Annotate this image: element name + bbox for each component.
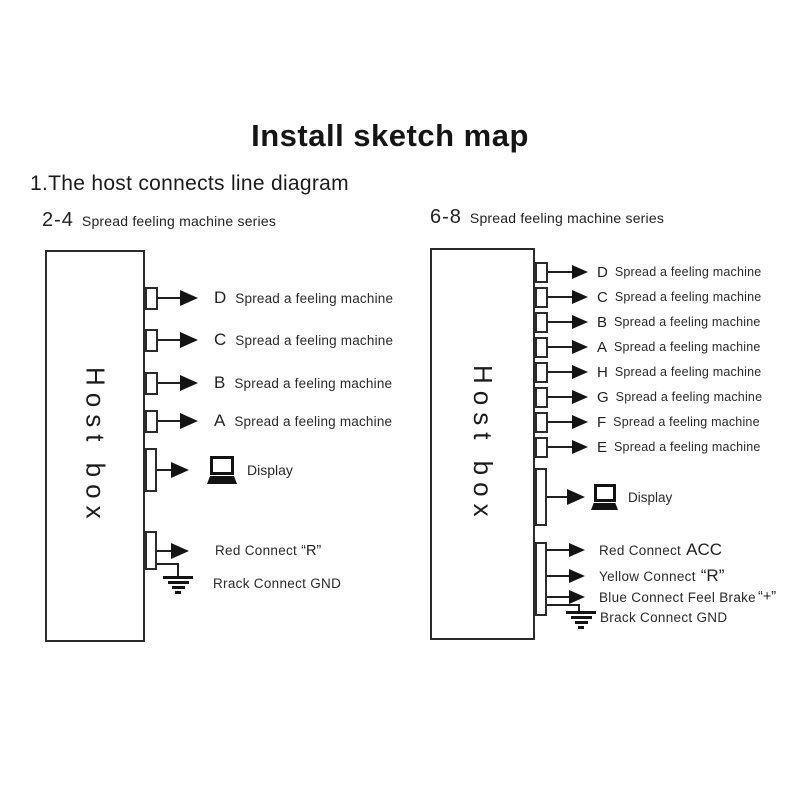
port-letter: A [597,338,608,356]
wire-line [548,421,572,423]
wire-row [547,588,776,606]
ground-icon [163,576,193,596]
left-series-number: 2-4 [42,209,74,231]
wire-terminal: “R” [700,566,725,585]
connector-port [535,412,548,433]
ground-label: Rrack Connect GND [213,576,342,591]
display-row [145,448,293,492]
wire-line [548,396,572,398]
wire-terminal: “+” [757,589,777,605]
port-letter: D [214,288,227,307]
port-label: Spread a feeling machine [614,265,762,279]
wire-label: Blue Connect Feel Brake [599,589,756,605]
connector-port [535,337,548,358]
port-letter: A [214,411,226,430]
wire-terminal: ACC [686,540,723,559]
connector-display [535,468,547,526]
left-series-header [42,209,276,232]
ground-wire-line [177,563,179,576]
display-label: Display [628,489,673,505]
connector-power [535,542,547,616]
arrow-icon [180,375,198,391]
port-letter: H [597,363,608,381]
port-row [535,411,760,433]
connector-port [145,372,158,395]
port-row [535,436,761,458]
wire-line [548,446,572,448]
right-host-box-label: Host box [468,364,498,524]
arrow-icon [572,315,588,329]
port-row [145,371,392,395]
arrow-icon [569,590,585,604]
display-label: Display [247,462,293,478]
port-row [535,336,761,358]
wire-line [157,550,171,552]
ground-label: Brack Connect GND [600,610,728,625]
wire-row [547,567,724,585]
connector-port [145,329,158,352]
port-row [535,311,761,333]
connector-port [145,410,158,433]
wire-line [547,596,569,598]
port-letter: G [597,388,609,406]
port-row [145,328,393,352]
wire-line [548,271,572,273]
section-heading: 1.The host connects line diagram [30,172,349,195]
port-row [535,386,762,408]
monitor-base [207,476,237,484]
wire-line [158,339,180,341]
port-label: Spread a feeling machine [235,332,394,348]
wire-line [158,297,180,299]
left-host-box [45,250,145,642]
left-host-box-label: Host box [80,366,111,526]
port-label: Spread a feeling machine [234,375,393,391]
wire-label: Red Connect [215,543,298,558]
port-letter: D [597,263,608,281]
monitor-base [591,503,618,510]
ground-icon [566,611,596,631]
page-title: Install sketch map [251,118,529,153]
arrow-icon [572,390,588,404]
arrow-icon [572,415,588,429]
wire-line [548,296,572,298]
left-series-label: Spread feeling machine series [81,213,277,229]
wire-line [548,346,572,348]
arrow-icon [171,462,189,478]
wire-line [548,321,572,323]
arrow-icon [180,290,198,306]
port-letter: B [597,313,608,331]
ground-wire-line [547,604,580,606]
monitor-screen [594,484,616,502]
connector-port [145,287,158,310]
connector-port [535,287,548,308]
wire-line [157,469,171,471]
wire-line [547,575,569,577]
arrow-icon [180,332,198,348]
wire-line [158,420,180,422]
connector-port [535,387,548,408]
port-label: Spread a feeling machine [614,315,761,329]
port-letter: B [214,373,226,392]
port-letter: E [597,438,608,456]
connector-display [145,448,157,492]
arrow-icon [572,365,588,379]
arrow-icon [569,569,585,583]
monitor-icon [207,456,237,484]
port-row [145,286,393,310]
port-row [145,409,392,433]
port-letter: C [597,288,608,306]
connector-port [535,312,548,333]
right-series-label: Spread feeling machine series [469,210,665,226]
port-label: Spread a feeling machine [614,340,761,354]
arrow-icon [567,489,585,505]
wire-label: Yellow Connect [599,568,696,584]
port-label: Spread a feeling machine [235,290,394,306]
port-label: Spread a feeling machine [613,415,760,429]
port-label: Spread a feeling machine [614,290,762,304]
display-row [535,468,672,526]
wire-label: Red Connect [599,542,682,558]
wire-line [158,382,180,384]
connector-port [535,262,548,283]
connector-power [145,531,157,570]
arrow-icon [180,413,198,429]
wire-row [547,541,722,559]
port-label: Spread a feeling machine [614,365,762,379]
port-label: Spread a feeling machine [234,413,393,429]
port-letter: F [597,413,607,431]
arrow-icon [572,440,588,454]
port-label: Spread a feeling machine [615,390,763,404]
ground-wire-line [157,563,179,565]
arrow-icon [569,543,585,557]
arrow-icon [572,340,588,354]
connector-port [535,362,548,383]
right-host-box [430,248,535,640]
monitor-screen [210,456,234,475]
arrow-icon [572,265,588,279]
port-row [535,286,761,308]
port-label: Spread a feeling machine [614,440,761,454]
arrow-icon [572,290,588,304]
wire-line [547,496,567,498]
monitor-icon [591,484,618,510]
port-row [535,361,761,383]
connector-port [535,437,548,458]
wire-line [547,549,569,551]
wire-terminal: “R” [301,542,322,559]
right-series-number: 6-8 [430,206,462,228]
arrow-icon [171,543,189,559]
wire-line [548,371,572,373]
right-series-header [430,206,664,229]
port-letter: C [214,330,227,349]
port-row [535,261,761,283]
